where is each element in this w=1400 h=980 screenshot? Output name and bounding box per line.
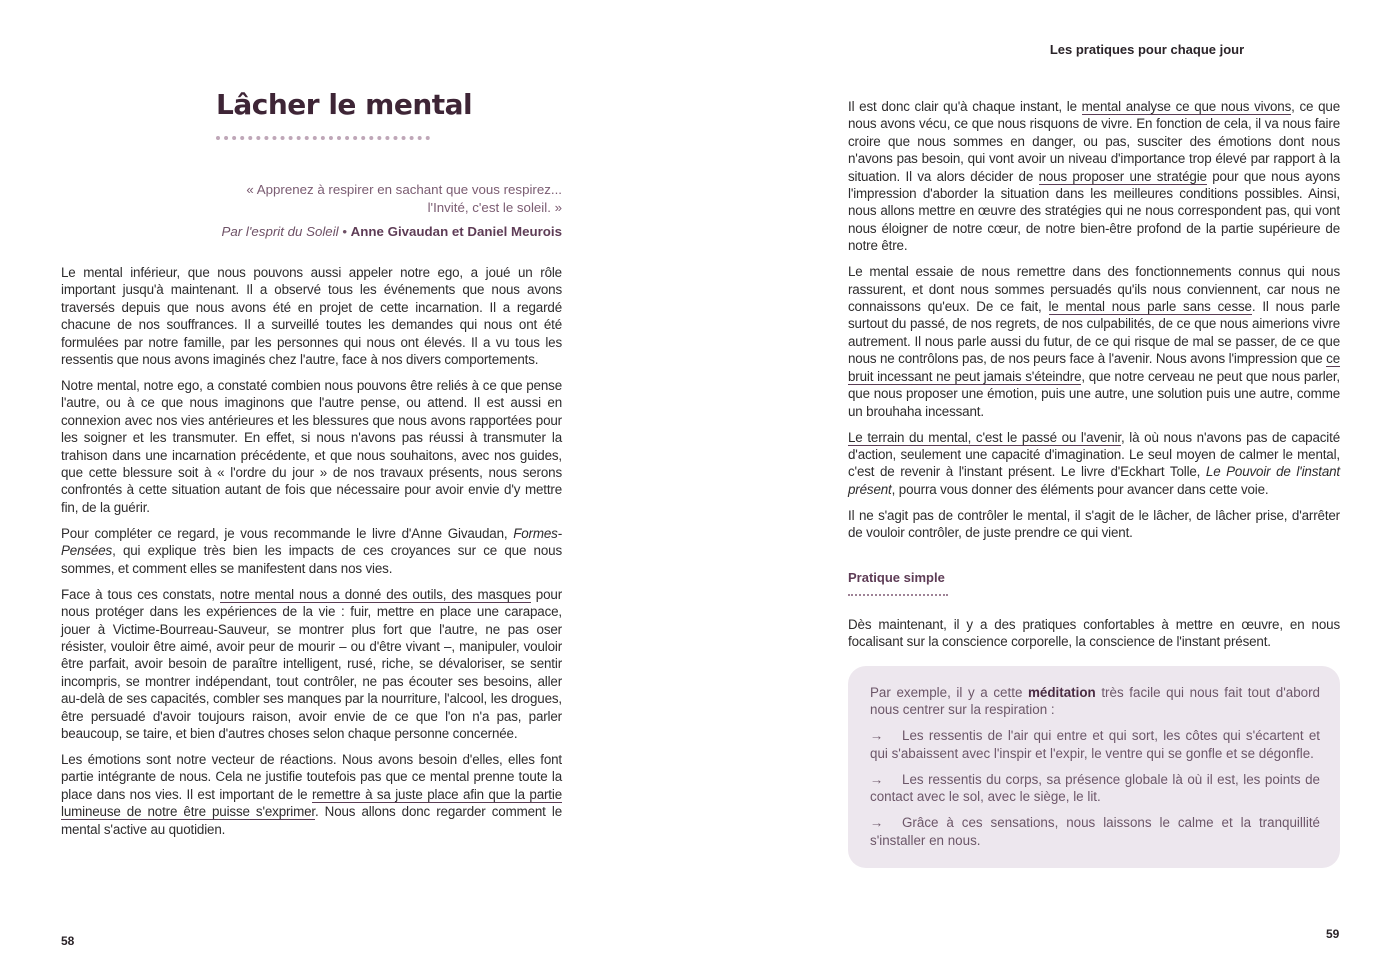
- epigraph-authors: Anne Givaudan et Daniel Meurois: [350, 224, 562, 239]
- page-number: 58: [61, 934, 75, 948]
- book-title: Le Pouvoir de l'instant présent: [848, 464, 1340, 497]
- paragraph-5: [61, 751, 562, 838]
- epigraph-source: Par l'esprit du Soleil: [221, 224, 339, 239]
- page-number: 59: [1326, 927, 1340, 941]
- chapter-title: Lâcher le mental: [216, 88, 473, 121]
- right-body: [848, 98, 1340, 550]
- book-title: Formes-Pensées: [61, 525, 562, 559]
- paragraph-5-text-b: . Nous allons donc regarder comment le mental s'active au quotidien.: [61, 804, 562, 837]
- paragraph-4: Il ne s'agit pas de contrôler le mental, il s'agit de le lâcher, de lâcher prise, d'arrêter de vouloir contrôler, de juste prendre ce qui vient.: [848, 507, 1340, 541]
- paragraph-3-text-b: , qui explique très bien les impacts de ces croyances sur ce que nous sommes, et comment elles se manifestent dans nos vies.: [61, 543, 562, 576]
- epigraph-line-2: l'Invité, c'est le soleil. »: [427, 200, 562, 215]
- box-lead: [870, 684, 1320, 719]
- arrow-icon: →: [870, 728, 884, 744]
- arrow-icon: →: [870, 771, 884, 787]
- box-item-3: [870, 814, 1320, 849]
- box-item-2: [870, 771, 1320, 806]
- box-lead-text-b: très facile qui nous fait tout d'abord nous centrer sur la respiration :: [870, 685, 1320, 718]
- paragraph-2-text-a: Le mental essaie de nous remettre dans des fonctionnements connus qui nous rassurent, et dont nous sommes persuadés qu'ils nous conviennent, car nous ne connaissons qu'eux. De ce fait,: [848, 264, 1340, 315]
- intro-text: Dès maintenant, il y a des pratiques confortables à mettre en œuvre, en nous focalisant sur la conscience corporelle, la conscience de l'instant présent.: [848, 617, 1340, 650]
- paragraph-4: [61, 586, 562, 743]
- running-head: Les pratiques pour chaque jour: [1049, 42, 1245, 57]
- paragraph-1: Le mental inférieur, que nous pouvons aussi appeler notre ego, a joué un rôle important jusqu'à maintenant. Il a observé tous les événements que nous avons traversés depuis que nous avons été en projet de cette incarnation. Il a regardé chacune de nos souffrances. Il a surveillé toutes les demandes qui nous ont été formulées par notre famille, par les personnes qui nous ont élevés. Il a vu tous les ressentis que nous avons imaginés chez l'autre, face à nos divers comportements.: [61, 265, 562, 368]
- box-item-text: Les ressentis du corps, sa présence globale là où il est, les points de contact avec le sol, avec le siège, le lit.: [870, 771, 1320, 805]
- paragraph-1-text-a: Il est donc clair qu'à chaque instant, le: [848, 99, 1082, 114]
- section-dotted-rule: [848, 594, 948, 596]
- underlined-phrase: le mental nous parle sans cesse: [1048, 299, 1252, 315]
- box-item-1: [870, 727, 1320, 762]
- paragraph-3-text-b: , pourra vous donner des éléments pour avancer dans cette voie.: [891, 481, 1269, 497]
- underlined-phrase: remettre à sa juste place afin que la partie lumineuse de notre être puisse s'exprimer: [61, 786, 562, 820]
- meditation-box-text: [870, 684, 1320, 858]
- paragraph-3: [848, 429, 1340, 499]
- underlined-phrase: Le terrain du mental, c'est le passé ou l'avenir: [848, 429, 1121, 445]
- paragraph-1-text-c: pour que nous ayons l'impression d'aborder la situation dans les meilleures conditions possibles. Ainsi, nous allons mettre en œuvre des stratégies qui ne nous correspondent pas, qui vont nous éloigner de notre cœur, de notre bien-être profond de la partie supérieure de notre être.: [848, 168, 1341, 254]
- paragraph-2: [848, 263, 1340, 420]
- epigraph-attribution: [150, 224, 562, 239]
- paragraph-4-text-a: Face à tous ces constats,: [61, 586, 220, 602]
- title-dotted-rule: [216, 136, 430, 140]
- epigraph-line-1: « Apprenez à respirer en sachant que vous respirez...: [246, 182, 562, 197]
- epigraph: [150, 181, 562, 217]
- left-body: [61, 264, 562, 847]
- underlined-phrase: mental analyse ce que nous vivons: [1081, 99, 1292, 114]
- section-title: Pratique simple: [848, 570, 945, 585]
- underlined-phrase: notre mental nous a donné des outils, des masques: [219, 586, 531, 602]
- box-item-text: Les ressentis de l'air qui entre et qui sort, les côtes qui s'écartent et qui s'abaissent avec l'inspir et l'expir, le ventre qui se gonfle et se dégonfle.: [870, 728, 1320, 761]
- paragraph-1: [848, 98, 1340, 255]
- epigraph-separator: •: [338, 224, 351, 239]
- box-lead-text-a: Par exemple, il y a cette: [870, 685, 1029, 700]
- box-lead-keyword: méditation: [1028, 685, 1096, 700]
- box-item-text: Grâce à ces sensations, nous laissons le calme et la tranquillité s'installer en nous.: [870, 815, 1320, 848]
- paragraph-2-text-c: , que notre cerveau ne peut que nous parler, que nous proposer une émotion, puis une autre, une solution puis une autre, comme un brouhaha incessant.: [848, 368, 1340, 419]
- underlined-phrase: ce bruit incessant ne peut jamais s'éteindre: [848, 351, 1340, 384]
- paragraph-2: Notre mental, notre ego, a constaté combien nous pouvons être reliés à ce que pense l'autre, ou à ce que nous imaginons que l'autre pense, ou attend. Il est aussi en connexion avec nos vies antérieures et les blessures que nous avons rapportées pour les soigner et les transmuter. En effet, si nous n'avons pas réussi à transmuter la trahison dans une incarnation précédente, et que nous souhaitons, avec nos guides, que cette blessure soit à « l'ordre du jour » de nos travaux présents, nous serons confrontés à cette situation autant de fois que nécessaire pour avoir envie d'y mettre fin, de la guérir.: [61, 378, 562, 515]
- underlined-phrase: nous proposer une stratégie: [1038, 168, 1207, 184]
- right-page: [700, 0, 1400, 980]
- paragraph-5-text-a: Les émotions sont notre vecteur de réactions. Nous avons besoin d'elles, elles font partie intégrante de nous. Cela ne justifie toutefois pas que ce mental prenne toute la place dans nos vies. Il est important de le: [61, 751, 562, 802]
- paragraph-2-text-b: . Il nous parle surtout du passé, de nos regrets, de nos culpabilités, de ce que nous aimerions vivre autrement. Il nous parle aussi du futur, de ce qui risque de mal se passer, de ce que nous ne contrôlons pas, de nos peurs face à l'avenir. Nous avons l'impression que: [848, 299, 1341, 367]
- paragraph-3-text-a: , là où nous n'avons pas de capacité d'action, seulement une capacité d'imagination. Le seul moyen de calmer le mental, c'est de revenir à l'instant présent. Le livre d'Eckhart Tolle,: [848, 429, 1340, 480]
- arrow-icon: →: [870, 815, 884, 831]
- paragraph-1-text-b: , ce que nous avons vécu, ce que nous risquons de vivre. En fonction de cela, il va nous faire croire que nous sommes en danger, ou pas, susciter des émotions dont nous n'avons pas besoin, qui vont avoir un niveau d'importance trop élevé par rapport à la situation. Il va alors décider de: [848, 99, 1340, 184]
- paragraph-4-text-b: pour nous protéger dans les expériences de la vie : fuir, mettre en place une carapace, jouer à Victime-Bourreau-Sauveur, se montrer plus fort que l'autre, ne pas oser résister, vouloir être aimé, avoir peur de mourir – ou d'être vivant –, manipuler, vouloir être parfait, avoir besoin de paraître intelligent, rusé, riche, se dévaloriser, se sentir incompris, se montrer indépendant, tout contrôler, ne pas écouter ses besoins, aller au-delà de ses capacités, combler ses manques par la nourriture, l'alcool, les drogues, être persuadé d'avoir toujours raison, avoir envie de ce que l'on n'a pas, parler beaucoup, se taire, et bien d'autres choses selon chaque personne concernée.: [61, 586, 563, 741]
- paragraph-3: [61, 525, 562, 577]
- paragraph-3-text-a: Pour compléter ce regard, je vous recommande le livre d'Anne Givaudan,: [61, 525, 514, 541]
- meditation-box: [848, 666, 1340, 868]
- intro-paragraph: [848, 616, 1340, 659]
